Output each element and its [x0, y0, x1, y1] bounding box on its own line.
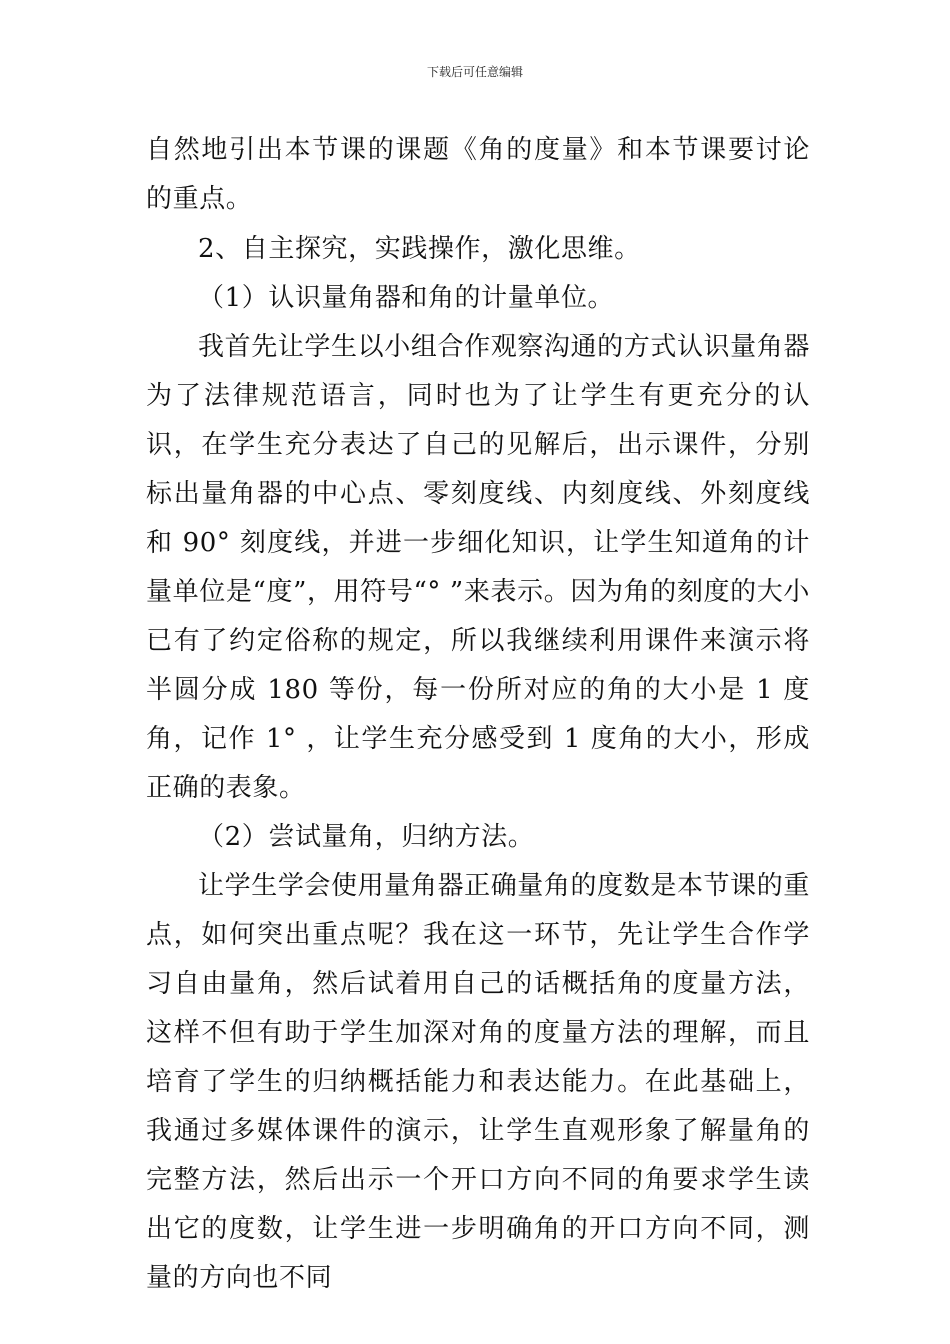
paragraph-measure-angle: 让学生学会使用量角器正确量角的度数是本节课的重点，如何突出重点呢？我在这一环节，先让学生合作学习自由量角，然后试着用自己的话概括角的度量方法，这样不但有助于学生加深对角的度量方法的理解，而且培育了学生的归纳概括能力和表达能力。在此基础上，我通过多媒体课件的演示，让学生直观形象了解量角的完整方法，然后出示一个开口方向不同的角要求学生读出它的度数，让学生进一步明确角的开口方向不同，测量的方向也不同 — [146, 871, 810, 1293]
paragraph-intro-continuation: 自然地引出本节课的课题《角的度量》和本节课要讨论的重点。 — [146, 135, 810, 214]
page-header: 下载后可任意编辑 — [426, 65, 523, 79]
document-body — [146, 126, 810, 1303]
paragraph-protractor: 我首先让学生以小组合作观察沟通的方式认识量角器为了法律规范语言，同时也为了让学生有更充分的认识，在学生充分表达了自己的见解后，出示课件，分别标出量角器的中心点、零刻度线、内刻度线、外刻度线和 90° 刻度线，并进一步细化知识，让学生知道角的计量单位是“度”，用符号“° ”来表示。因为角的刻度的大小已有了约定俗称的规定，所以我继续利用课件来演示将半圆分成 180 等份，每一份所对应的角的大小是 1 度角，记作 1° ，让学生充分感受到 1 度角的大小，形成正确的表象。 — [146, 332, 810, 803]
subsection-heading-2: （2）尝试量角，归纳方法。 — [198, 822, 535, 852]
section-heading-2: 2、自主探究，实践操作，激化思维。 — [198, 234, 641, 264]
subsection-heading-1: （1）认识量角器和角的计量单位。 — [198, 283, 615, 313]
